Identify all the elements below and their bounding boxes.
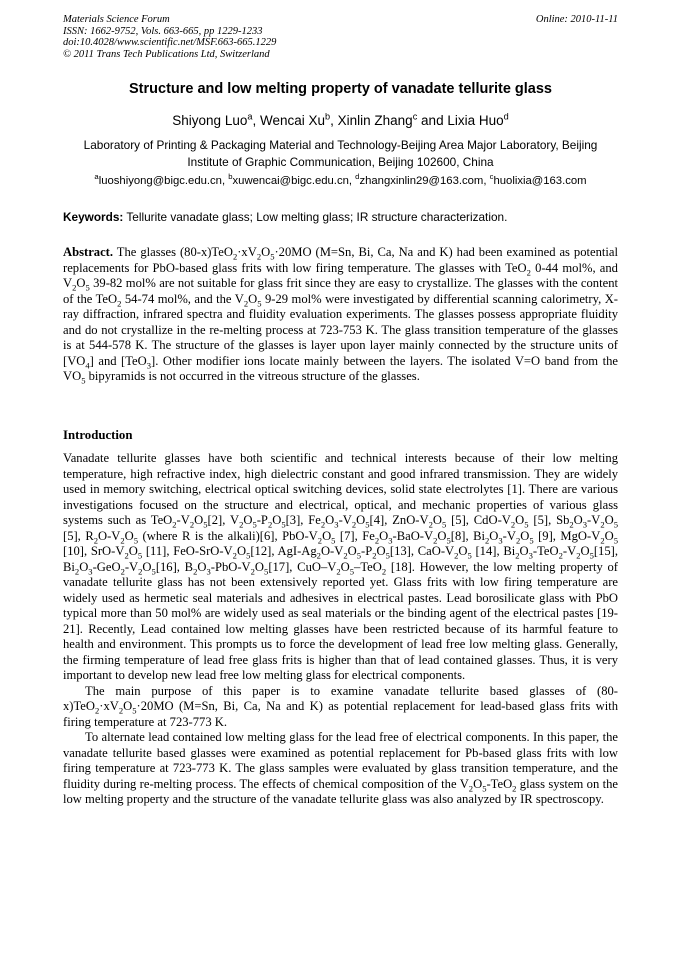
email[interactable]: $^c$huolixia@163.com [489,172,587,187]
keywords-label: Keywords: [63,210,124,224]
issn-line: ISSN: 1662-9752, Vols. 663-665, pp 1229-1233 [63,25,263,37]
paragraph: To alternate lead contained low melting glass for the lead free of electrical components. In this paper, the vanadate tellurite based glasses were examined as potential replacement for Pb-based glass frits with low firing temperature at 723-773 K. The glass samples were evaluated by glass transition temperature, and the fluidity during re-melting process. The effects of chemical composition of the $V_2O_5-TeO_2$ glass system on the low melting property and the structure of the vanadate tellurite glass was also analyzed by IR spectroscopy. [63,730,618,806]
paragraph: Vanadate tellurite glasses have both scientific and technical interests because of their low melting temperature, high refractive index, high dielectric constant and good infrared transmission. They are widely used in memory switching, electrical optical switching devices, solid state electrolytes [1]. There are various investigations focused on the structure and electrical, optical, and mechanic properties of various glass systems such as $TeO_2-V_2O_5[2]$, $V_2O_5-P_2O_5[3]$, $Fe_2O_3-V_2O_5[4]$, ZnO-$V_2O_5$ [5], CdO-$V_2O_5$ [5], $Sb_2O_3-V_2O_5$ [5], $R_2O-V_2O_5$ (where R is the alkali)[6], PbO-$V_2O_5$ [7], $Fe_2O_3-BaO-V_2O_5[8]$, $Bi_2O_3-V_2O_5$ [9], MgO-$V_2O_5$ [10], SrO-$V_2O_5$ [11], FeO-$SrO-V_2O_5[12]$, AgI-$Ag_2O-V_2O_5-P_2O_5[13]$, CaO-$V_2O_5$ [14], $Bi_2O_3-TeO_2-V_2O_5[15]$, $Bi_2O_3-GeO_2-V_2O_5[16]$, $B_2O_3-PbO-V_2O_5[17]$, CuO–$V_2O_5-TeO_2$ [18]. However, the low melting property of vanadate tellurite glass has not been extensively reported yet. Glass frits with low firing temperature are widely used as hermetic seal materials and adhesives in electrical pastes. Lead borosilicate glass with PbO typical more than 50 mol% are widely used as seal materials or the binding agent of the electrical pastes [19-21]. Recently, Lead contained low melting glasses have been restricted because of its harmful feature to health and environment. This prompts us to force the development of lead free low melting glass. Generally, the firming temperature of lead free glass frits is higher than that of lead contained glasses. Thus, it is very important to develop new lead free low melting glass for electrical components. [63,451,619,682]
journal-name: Materials Science Forum [63,14,170,25]
author: Wencai Xu$^b$, [259,111,338,128]
doi-line[interactable]: doi:10.4028/www.scientific.net/MSF.663-665.1229 [63,37,277,48]
online-date: Online: 2010-11-11 [535,14,618,25]
author-list [63,113,618,128]
paper-title: Structure and low melting property of vanadate tellurite glass [129,81,552,97]
journal-header [63,14,618,60]
email-list [63,172,618,187]
abstract-label: Abstract. [63,245,114,259]
email[interactable]: $^a$luoshiyong@bigc.edu.cn, [94,172,229,187]
introduction-heading: Introduction [63,428,133,442]
affiliation-line: Institute of Graphic Communication, Beijing 102600, China [187,155,494,169]
keywords [63,210,618,224]
introduction-body [63,451,618,808]
copyright-line: © 2011 Trans Tech Publications Ltd, Switzerland [63,48,270,60]
paragraph: The main purpose of this paper is to examine vanadate tellurite based glasses of $(80-x)TeO_2\cdot xV_2O_5\cdot 20MO$ (M=Sn, Bi, Ca, Na and K) as potential replacement for lead-based glass frits with firing temperature at 723-773 K. [63,683,618,729]
abstract [63,245,618,385]
email[interactable]: $^b$xuwencai@bigc.edu.cn, [228,172,356,187]
author: Lixia Huo$^d$ [447,111,509,128]
keywords-text: Tellurite vanadate glass; Low melting glass; IR structure characterization. [126,210,508,224]
email[interactable]: $^d$zhangxinlin29@163.com, [355,172,490,187]
author: Shiyong Luo$^a$, [172,111,260,128]
affiliation-line: Laboratory of Printing & Packaging Material and Technology-Beijing Area Major Laboratory, Beijing [83,138,598,152]
abstract-text: The glasses $(80-x)TeO_2\cdot xV_2O_5\cdot 20MO$ (M=Sn, Bi, Ca, Na and K) had been examined as potential replacements for PbO-based glass frits with low firing temperature. The glasses with TeO$_2$ 0-44 mol%, and $V_2O_5$ 39-82 mol% are not suitable for glass frit since they are easy to crystallize. The glasses with the content of the TeO$_2$ 54-74 mol%, and the $V_2O_5$ 9-29 mol% were investigated by differential scanning calorimetry, X-ray diffraction, infrared spectra and fluidity evaluation experiments. The glasses possess appropriate fluidity and do not crystallize in the re-melting process at 723-753 K. The glass transition temperature of the glasses is at 544-578 K. The structure of the glasses is layer upon layer mainly connected by the structure units of $[VO_4]$ and [TeO$_3$]. Other modifier ions locate mainly between the layers. The isolated V=O band from the $VO_5$ bipyramids is not occurred in the vitreous structure of the glasses. [63,245,619,386]
affiliation [63,137,618,171]
author: Xinlin Zhang$^c$ and [337,111,448,128]
